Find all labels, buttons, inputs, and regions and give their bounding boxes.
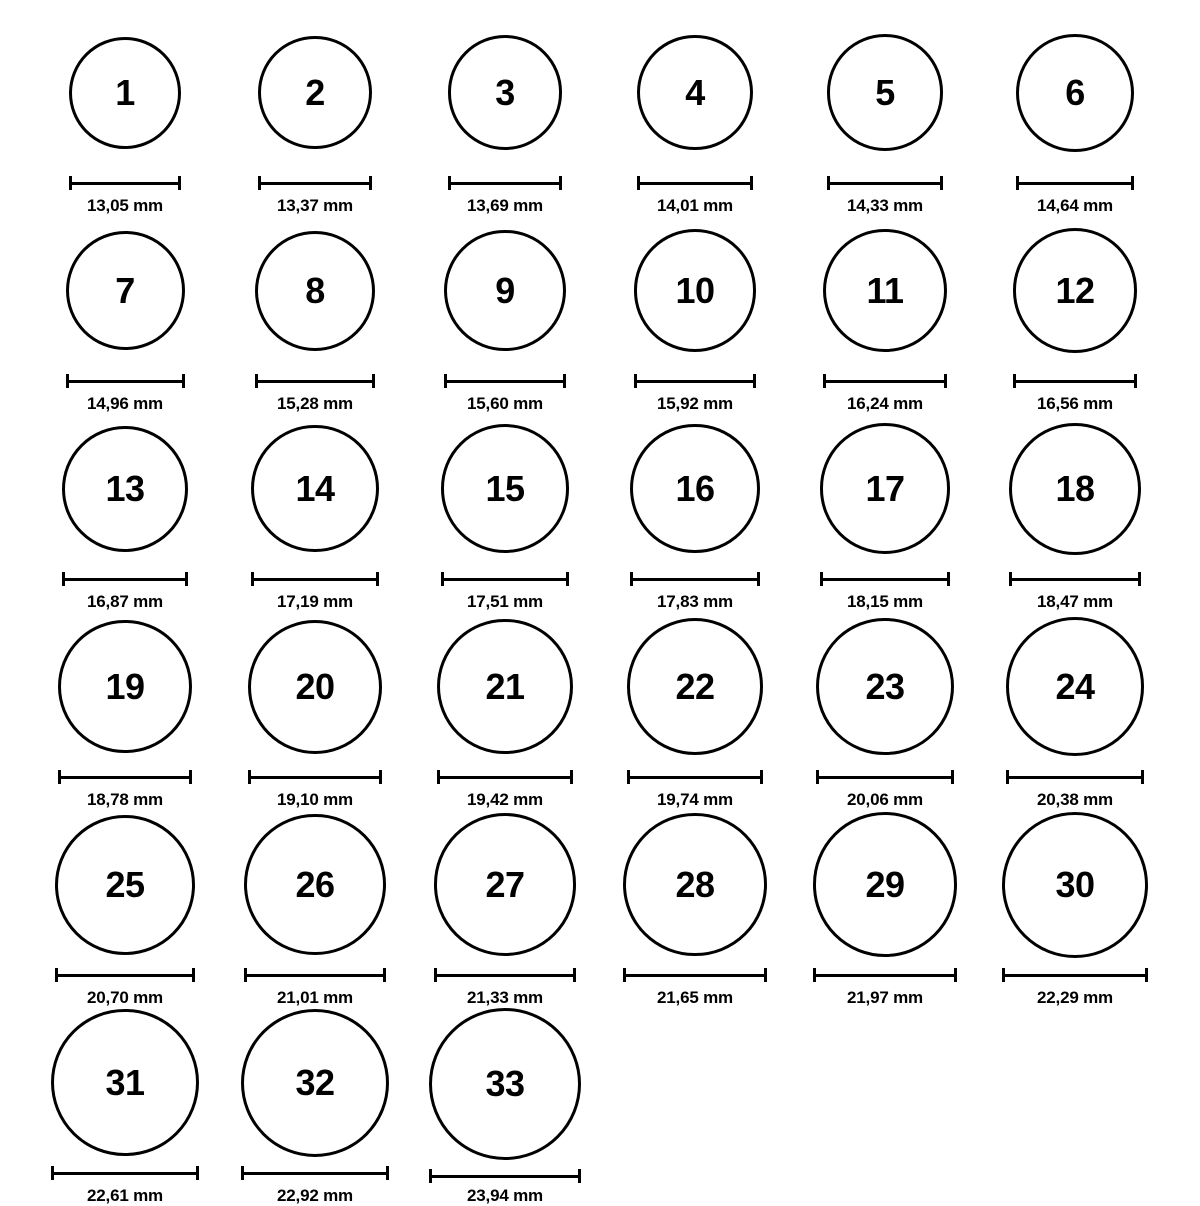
ring-size-cell <box>980 810 1170 1008</box>
diameter-label: 13,05 mm <box>87 196 163 215</box>
ring-size-cell <box>30 1008 220 1206</box>
ring-circle-wrap <box>623 810 767 959</box>
ring-circle <box>69 37 181 149</box>
ring-size-cell <box>410 810 600 1008</box>
measure-line <box>437 776 572 779</box>
diameter-measure-bar <box>244 968 385 982</box>
measure-cap-right <box>940 176 943 190</box>
diameter-label: 18,47 mm <box>1037 592 1113 611</box>
measure-line <box>448 182 562 185</box>
diameter-measure-bar <box>62 572 188 586</box>
measure-cap-left <box>251 572 254 586</box>
diameter-measure-bar <box>448 176 562 190</box>
measure-cap-left <box>55 968 58 982</box>
ring-size-number: 30 <box>1055 863 1095 905</box>
ring-circle <box>813 812 958 957</box>
measure-line <box>66 380 185 383</box>
diameter-measure-bar <box>820 572 951 586</box>
measure-line <box>1002 974 1148 977</box>
ring-size-cell <box>220 414 410 612</box>
measure-cap-right <box>1145 968 1148 982</box>
measure-line <box>55 974 195 977</box>
ring-size-cell <box>790 612 980 810</box>
measure-cap-right <box>1138 572 1141 586</box>
measure-cap-left <box>441 572 444 586</box>
measure-line <box>623 974 767 977</box>
ring-size-number: 15 <box>485 467 525 509</box>
measure-cap-right <box>750 176 753 190</box>
measure-line <box>244 974 385 977</box>
measure-line <box>820 578 951 581</box>
ring-circle-wrap <box>55 810 195 959</box>
ring-size-number: 32 <box>295 1061 335 1103</box>
measure-cap-right <box>559 176 562 190</box>
ring-size-number: 3 <box>495 71 515 113</box>
measure-cap-left <box>816 770 819 784</box>
diameter-label: 16,87 mm <box>87 592 163 611</box>
measure-cap-right <box>1141 770 1144 784</box>
ring-size-cell <box>790 810 980 1008</box>
ring-size-cell <box>410 612 600 810</box>
ring-size-number: 11 <box>866 269 904 311</box>
measure-cap-left <box>429 1169 432 1183</box>
ring-circle <box>637 35 753 151</box>
measure-cap-left <box>630 572 633 586</box>
diameter-measure-bar <box>441 572 569 586</box>
ring-size-cell <box>410 1008 600 1206</box>
ring-size-number: 2 <box>305 71 325 113</box>
diameter-measure-bar <box>434 968 576 982</box>
ring-size-number: 29 <box>865 863 905 905</box>
measure-cap-right <box>563 374 566 388</box>
ring-circle-wrap <box>241 1008 389 1157</box>
diameter-measure-bar <box>1006 770 1145 784</box>
ring-size-number: 19 <box>105 665 145 707</box>
ring-circle <box>448 35 562 149</box>
ring-circle <box>429 1008 581 1160</box>
measure-cap-left <box>448 176 451 190</box>
measure-line <box>1013 380 1138 383</box>
ring-size-number: 24 <box>1055 665 1095 707</box>
measure-cap-left <box>437 770 440 784</box>
ring-circle-wrap <box>1013 216 1138 365</box>
diameter-measure-bar <box>1016 176 1134 190</box>
ring-size-cell <box>790 216 980 414</box>
measure-cap-left <box>434 968 437 982</box>
diameter-measure-bar <box>51 1166 198 1180</box>
ring-size-cell <box>980 414 1170 612</box>
measure-cap-left <box>241 1166 244 1180</box>
measure-cap-right <box>383 968 386 982</box>
measure-cap-right <box>570 770 573 784</box>
ring-size-number: 21 <box>485 665 525 707</box>
measure-cap-left <box>62 572 65 586</box>
diameter-label: 21,01 mm <box>277 988 353 1007</box>
measure-cap-right <box>760 770 763 784</box>
ring-circle <box>251 425 378 552</box>
ring-circle-wrap <box>637 18 753 167</box>
diameter-measure-bar <box>437 770 572 784</box>
measure-cap-left <box>823 374 826 388</box>
diameter-measure-bar <box>258 176 371 190</box>
measure-cap-right <box>573 968 576 982</box>
diameter-label: 14,96 mm <box>87 394 163 413</box>
ring-circle <box>1016 34 1134 152</box>
measure-line <box>69 182 181 185</box>
measure-cap-left <box>1013 374 1016 388</box>
measure-line <box>1009 578 1141 581</box>
measure-cap-left <box>51 1166 54 1180</box>
measure-line <box>58 776 191 779</box>
diameter-measure-bar <box>827 176 944 190</box>
ring-size-number: 12 <box>1055 269 1095 311</box>
measure-cap-left <box>1002 968 1005 982</box>
ring-circle <box>623 813 767 957</box>
measure-line <box>51 1172 198 1175</box>
diameter-label: 14,64 mm <box>1037 196 1113 215</box>
diameter-label: 20,38 mm <box>1037 790 1113 809</box>
measure-line <box>251 578 378 581</box>
ring-size-number: 16 <box>675 467 715 509</box>
diameter-measure-bar <box>251 572 378 586</box>
measure-cap-left <box>820 572 823 586</box>
ring-size-cell <box>600 18 790 216</box>
diameter-label: 22,92 mm <box>277 1186 353 1205</box>
diameter-measure-bar <box>1009 572 1141 586</box>
measure-cap-left <box>255 374 258 388</box>
ring-circle-wrap <box>820 414 951 563</box>
measure-cap-right <box>189 770 192 784</box>
measure-cap-right <box>566 572 569 586</box>
diameter-measure-bar <box>429 1169 581 1180</box>
measure-cap-right <box>951 770 954 784</box>
diameter-label: 22,61 mm <box>87 1186 163 1205</box>
ring-circle-wrap <box>66 216 185 365</box>
ring-circle <box>1013 228 1138 353</box>
ring-size-number: 4 <box>685 71 705 113</box>
diameter-label: 13,69 mm <box>467 196 543 215</box>
diameter-measure-bar <box>55 968 195 982</box>
ring-size-cell <box>600 810 790 1008</box>
ring-size-number: 33 <box>485 1063 525 1104</box>
ring-circle-wrap <box>627 612 764 761</box>
ring-size-number: 28 <box>675 863 715 905</box>
ring-circle <box>62 426 188 552</box>
diameter-label: 15,60 mm <box>467 394 543 413</box>
ring-size-number: 14 <box>295 467 335 509</box>
ring-size-cell <box>30 216 220 414</box>
measure-cap-left <box>258 176 261 190</box>
ring-circle-wrap <box>448 18 562 167</box>
diameter-label: 23,94 mm <box>467 1186 543 1205</box>
diameter-label: 19,10 mm <box>277 790 353 809</box>
diameter-measure-bar <box>58 770 191 784</box>
ring-size-number: 6 <box>1065 71 1085 113</box>
ring-size-number: 17 <box>865 467 905 509</box>
diameter-label: 14,01 mm <box>657 196 733 215</box>
diameter-label: 17,83 mm <box>657 592 733 611</box>
measure-line <box>434 974 576 977</box>
ring-circle <box>1006 617 1145 756</box>
ring-size-number: 7 <box>115 269 135 311</box>
ring-size-cell <box>980 216 1170 414</box>
ring-size-number: 1 <box>115 71 135 113</box>
ring-size-cell <box>980 612 1170 810</box>
measure-line <box>630 578 760 581</box>
ring-circle-wrap <box>634 216 757 365</box>
measure-cap-right <box>192 968 195 982</box>
measure-cap-left <box>827 176 830 190</box>
ring-circle-wrap <box>1009 414 1141 563</box>
ring-circle-wrap <box>437 612 572 761</box>
measure-line <box>241 1172 389 1175</box>
ring-size-cell <box>30 810 220 1008</box>
measure-line <box>1006 776 1145 779</box>
diameter-label: 20,70 mm <box>87 988 163 1007</box>
diameter-measure-bar <box>248 770 382 784</box>
measure-cap-left <box>637 176 640 190</box>
measure-cap-left <box>634 374 637 388</box>
ring-circle-wrap <box>251 414 378 563</box>
diameter-label: 19,42 mm <box>467 790 543 809</box>
ring-circle <box>1002 812 1148 958</box>
diameter-label: 21,65 mm <box>657 988 733 1007</box>
ring-circle-wrap <box>823 216 947 365</box>
ring-size-cell <box>600 612 790 810</box>
ring-size-number: 25 <box>105 863 145 905</box>
ring-circle <box>437 619 572 754</box>
ring-size-number: 13 <box>105 467 145 509</box>
ring-size-cell <box>220 1008 410 1206</box>
measure-cap-left <box>444 374 447 388</box>
diameter-measure-bar <box>444 374 565 388</box>
ring-size-cell <box>600 216 790 414</box>
measure-line <box>441 578 569 581</box>
diameter-label: 21,97 mm <box>847 988 923 1007</box>
ring-circle-wrap <box>827 18 944 167</box>
ring-circle <box>827 34 944 151</box>
measure-cap-left <box>1006 770 1009 784</box>
measure-cap-right <box>196 1166 199 1180</box>
diameter-measure-bar <box>255 374 375 388</box>
ring-size-number: 18 <box>1055 467 1095 509</box>
measure-cap-left <box>58 770 61 784</box>
measure-cap-right <box>1131 176 1134 190</box>
diameter-measure-bar <box>634 374 757 388</box>
ring-size-cell <box>980 18 1170 216</box>
ring-size-number: 10 <box>675 269 715 311</box>
ring-circle-wrap <box>1002 810 1148 959</box>
ring-circle <box>66 231 185 350</box>
diameter-label: 20,06 mm <box>847 790 923 809</box>
ring-size-number: 9 <box>495 269 515 311</box>
diameter-measure-bar <box>1002 968 1148 982</box>
diameter-measure-bar <box>630 572 760 586</box>
ring-circle <box>58 620 191 753</box>
ring-circle <box>823 229 947 353</box>
measure-line <box>816 776 954 779</box>
ring-size-number: 23 <box>865 665 905 707</box>
measure-cap-right <box>185 572 188 586</box>
diameter-measure-bar <box>823 374 947 388</box>
ring-circle-wrap <box>816 612 954 761</box>
measure-cap-left <box>66 374 69 388</box>
diameter-label: 19,74 mm <box>657 790 733 809</box>
diameter-label: 18,15 mm <box>847 592 923 611</box>
ring-size-cell <box>220 810 410 1008</box>
diameter-measure-bar <box>637 176 753 190</box>
ring-circle-wrap <box>248 612 382 761</box>
ring-size-number: 8 <box>305 269 325 311</box>
diameter-label: 16,24 mm <box>847 394 923 413</box>
ring-circle-wrap <box>441 414 569 563</box>
ring-circle <box>630 424 760 554</box>
ring-size-cell <box>220 216 410 414</box>
ring-circle <box>55 815 195 955</box>
ring-size-cell <box>790 414 980 612</box>
ring-size-number: 27 <box>485 863 525 905</box>
ring-size-cell <box>30 612 220 810</box>
measure-line <box>62 578 188 581</box>
diameter-measure-bar <box>1013 374 1138 388</box>
ring-circle-wrap <box>258 18 371 167</box>
ring-circle <box>51 1009 198 1156</box>
ring-circle-wrap <box>434 810 576 959</box>
measure-cap-right <box>386 1166 389 1180</box>
measure-cap-left <box>1009 572 1012 586</box>
ring-size-cell <box>30 18 220 216</box>
measure-cap-right <box>379 770 382 784</box>
diameter-label: 17,51 mm <box>467 592 543 611</box>
diameter-label: 13,37 mm <box>277 196 353 215</box>
measure-cap-left <box>248 770 251 784</box>
measure-line <box>258 182 371 185</box>
ring-circle-wrap <box>630 414 760 563</box>
ring-size-cell <box>30 414 220 612</box>
measure-cap-right <box>578 1169 581 1183</box>
diameter-label: 22,29 mm <box>1037 988 1113 1007</box>
ring-size-cell <box>600 414 790 612</box>
diameter-label: 17,19 mm <box>277 592 353 611</box>
ring-size-cell <box>410 18 600 216</box>
measure-cap-left <box>623 968 626 982</box>
measure-line <box>248 776 382 779</box>
measure-cap-right <box>178 176 181 190</box>
measure-cap-left <box>244 968 247 982</box>
ring-size-cell <box>410 414 600 612</box>
ring-circle-wrap <box>255 216 375 365</box>
diameter-label: 15,28 mm <box>277 394 353 413</box>
ring-size-number: 20 <box>295 665 335 707</box>
measure-cap-left <box>69 176 72 190</box>
diameter-label: 14,33 mm <box>847 196 923 215</box>
ring-circle <box>816 618 954 756</box>
measure-cap-left <box>1016 176 1019 190</box>
measure-line <box>429 1175 581 1178</box>
diameter-label: 16,56 mm <box>1037 394 1113 413</box>
diameter-label: 21,33 mm <box>467 988 543 1007</box>
ring-size-number: 22 <box>675 665 715 707</box>
measure-cap-right <box>944 374 947 388</box>
ring-size-cell <box>220 612 410 810</box>
diameter-measure-bar <box>813 968 958 982</box>
ring-circle-wrap <box>244 810 385 959</box>
ring-circle-wrap <box>58 612 191 761</box>
measure-line <box>823 380 947 383</box>
ring-size-grid <box>30 18 1170 1206</box>
measure-cap-right <box>1134 374 1137 388</box>
ring-circle-wrap <box>429 1008 581 1160</box>
measure-line <box>255 380 375 383</box>
ring-circle-wrap <box>51 1008 198 1157</box>
ring-circle <box>627 618 764 755</box>
measure-line <box>637 182 753 185</box>
measure-line <box>827 182 944 185</box>
ring-size-cell <box>220 18 410 216</box>
measure-line <box>627 776 764 779</box>
ring-circle <box>441 424 569 552</box>
ring-size-number: 26 <box>295 863 335 905</box>
measure-cap-right <box>372 374 375 388</box>
measure-line <box>813 974 958 977</box>
measure-cap-right <box>954 968 957 982</box>
ring-circle <box>258 36 371 149</box>
measure-line <box>444 380 565 383</box>
diameter-label: 18,78 mm <box>87 790 163 809</box>
measure-cap-right <box>753 374 756 388</box>
ring-size-number: 31 <box>105 1061 145 1103</box>
diameter-measure-bar <box>241 1166 389 1180</box>
measure-cap-right <box>757 572 760 586</box>
ring-circle <box>820 423 951 554</box>
diameter-measure-bar <box>627 770 764 784</box>
ring-circle-wrap <box>1006 612 1145 761</box>
ring-circle-wrap <box>1016 18 1134 167</box>
diameter-measure-bar <box>66 374 185 388</box>
measure-cap-right <box>376 572 379 586</box>
ring-circle-wrap <box>69 18 181 167</box>
ring-circle <box>444 230 565 351</box>
ring-circle-wrap <box>62 414 188 563</box>
diameter-measure-bar <box>816 770 954 784</box>
ring-circle <box>248 620 382 754</box>
ring-circle <box>634 229 757 352</box>
measure-cap-right <box>182 374 185 388</box>
ring-circle <box>434 813 576 955</box>
ring-circle-wrap <box>444 216 565 365</box>
measure-line <box>1016 182 1134 185</box>
measure-line <box>634 380 757 383</box>
diameter-measure-bar <box>623 968 767 982</box>
ring-size-cell <box>410 216 600 414</box>
ring-circle <box>244 814 385 955</box>
measure-cap-left <box>627 770 630 784</box>
ring-circle <box>255 231 375 351</box>
measure-cap-right <box>947 572 950 586</box>
measure-cap-left <box>813 968 816 982</box>
ring-circle <box>241 1009 389 1157</box>
measure-cap-right <box>764 968 767 982</box>
ring-size-cell <box>790 18 980 216</box>
diameter-measure-bar <box>69 176 181 190</box>
measure-cap-right <box>369 176 372 190</box>
ring-circle-wrap <box>813 810 958 959</box>
ring-size-number: 5 <box>875 71 895 113</box>
ring-circle <box>1009 423 1141 555</box>
diameter-label: 15,92 mm <box>657 394 733 413</box>
